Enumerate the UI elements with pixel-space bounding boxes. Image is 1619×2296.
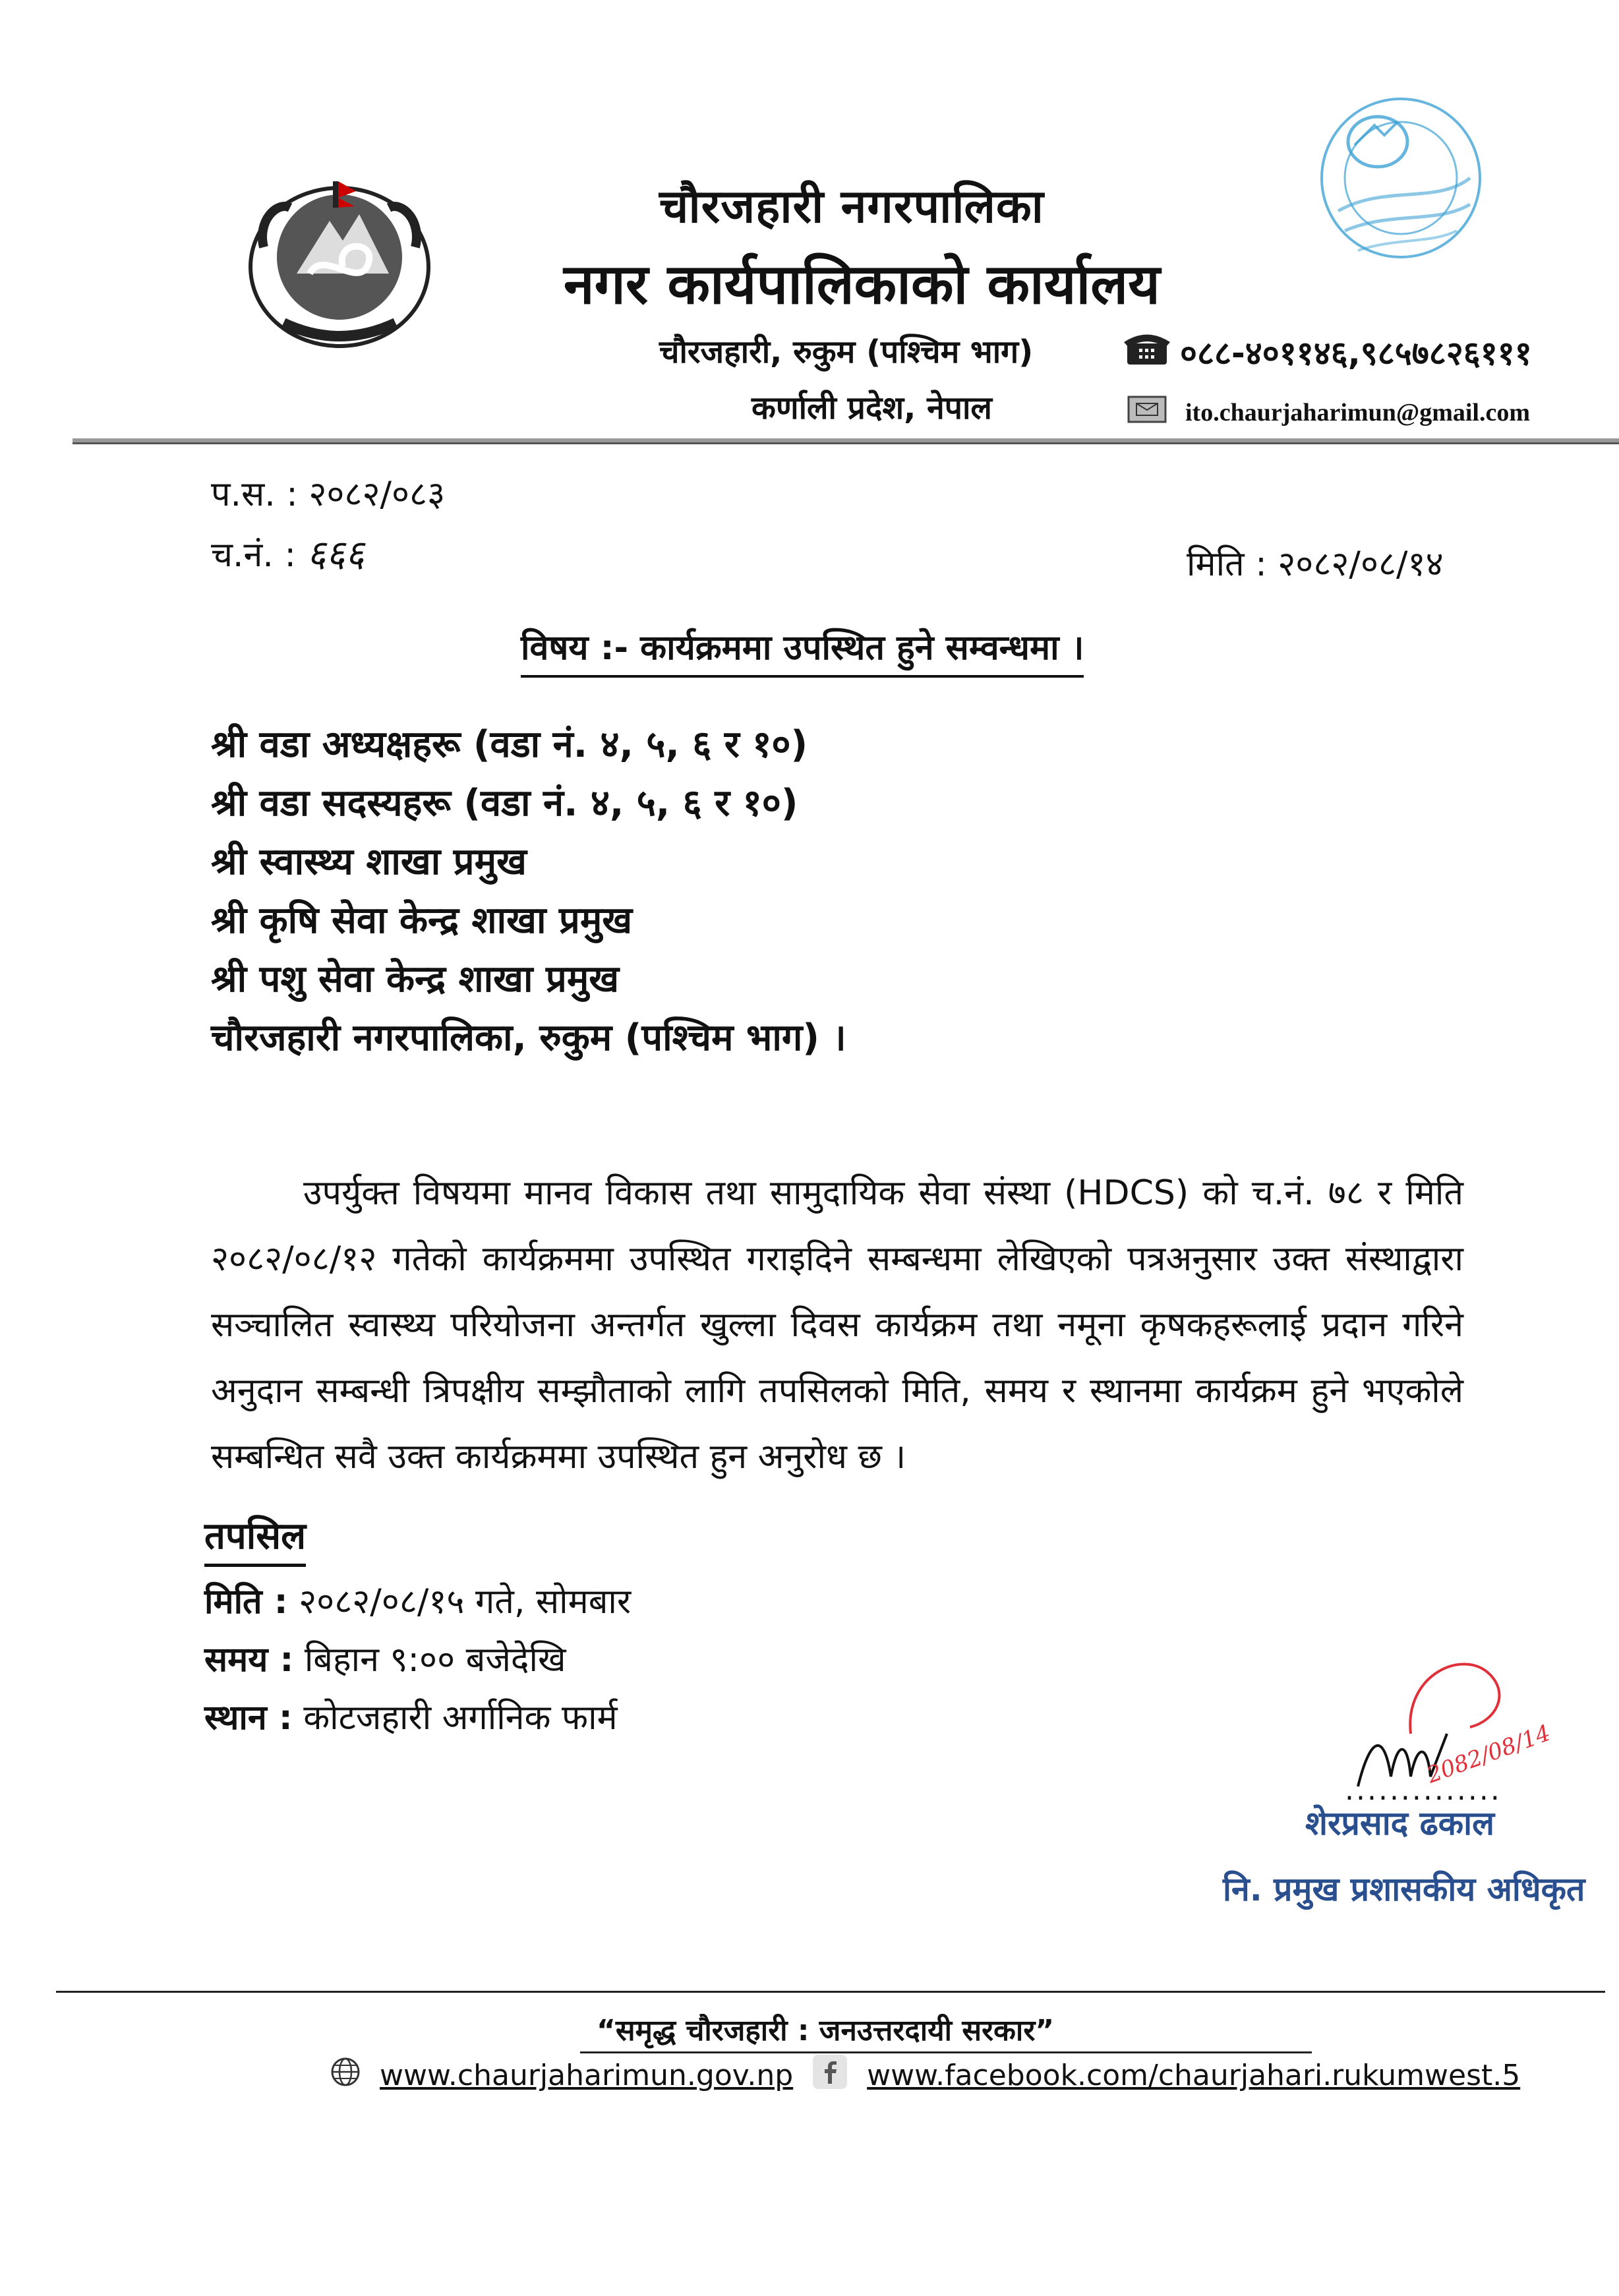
phone-contact — [1121, 330, 1532, 374]
cn-label: च.नं. : — [211, 535, 296, 575]
tapsil-place-label: स्थान : — [204, 1698, 293, 1738]
tapsil-date — [204, 1577, 631, 1624]
addressee-item: श्री वडा सदस्यहरू (वडा नं. ४, ५, ६ र १०) — [211, 782, 798, 825]
tapsil-date-value: २०८२/०८/१५ गते, सोमबार — [299, 1582, 632, 1622]
date-value: २०८२/०८/१४ — [1278, 545, 1444, 584]
office-name: नगर कार्यपालिकाको कार्यालय — [564, 252, 1160, 316]
footer-links — [330, 2053, 1520, 2098]
svg-text:2082/08/14: 2082/08/14 — [1423, 1719, 1554, 1789]
globe-icon — [330, 2056, 361, 2095]
ps-value: २०८२/०८३ — [309, 475, 446, 514]
signer-name: शेरप्रसाद ढकाल — [1305, 1804, 1495, 1842]
ps-label: प.स. : — [211, 475, 298, 514]
tapsil-place — [204, 1693, 618, 1740]
email-address: ito.chaurjaharimun@gmail.com — [1185, 399, 1530, 427]
footer-divider — [56, 1991, 1605, 1993]
addressee-item: श्री पशु सेवा केन्द्र शाखा प्रमुख — [211, 958, 620, 1001]
org-name: चौरजहारी नगरपालिका — [659, 179, 1044, 233]
addressee-item: श्री स्वास्थ्य शाखा प्रमुख — [211, 840, 527, 883]
cn-value: ६६६ — [307, 533, 365, 575]
address-line-1: चौरजहारी, रुकुम (पश्चिम भाग) — [659, 334, 1034, 370]
header-divider — [73, 438, 1619, 444]
ps-number — [211, 469, 445, 516]
addressee-item: चौरजहारी नगरपालिका, रुकुम (पश्चिम भाग) । — [211, 1016, 846, 1059]
envelope-icon — [1127, 396, 1167, 430]
subject-line: विषय :- कार्यक्रममा उपस्थित हुने सम्वन्धमा । — [521, 623, 1084, 678]
tapsil-place-value: कोटजहारी अर्गानिक फार्म — [303, 1698, 618, 1738]
tapsil-heading: तपसिल — [204, 1510, 306, 1567]
office-stamp — [1292, 79, 1510, 297]
signature-dots: .............. — [1345, 1773, 1502, 1807]
tapsil-date-label: मिति : — [204, 1582, 288, 1622]
addressee-item: श्री कृषि सेवा केन्द्र शाखा प्रमुख — [211, 899, 633, 942]
phone-number: ०८८-४०११४६,९८५७८२६१११ — [1180, 334, 1532, 372]
facebook-link[interactable]: www.facebook.com/chaurjahari.rukumwest.5 — [867, 2059, 1521, 2092]
nepal-emblem — [237, 168, 442, 359]
addressee-item: श्री वडा अध्यक्षहरू (वडा नं. ४, ५, ६ र १०) — [211, 723, 808, 766]
letter-date — [1187, 539, 1444, 586]
tapsil-time — [204, 1635, 566, 1682]
telephone-icon — [1121, 330, 1173, 374]
website-link[interactable]: www.chaurjaharimun.gov.np — [380, 2059, 794, 2092]
facebook-icon — [811, 2053, 848, 2098]
tapsil-time-value: बिहान ९:०० बजेदेखि — [304, 1640, 566, 1680]
addressee-list — [211, 715, 846, 1067]
body-paragraph: उपर्युक्त विषयमा मानव विकास तथा सामुदायिक सेवा संस्था (HDCS) को च.नं. ७८ र मिति २०८२/०८/१२ गतेको कार्यक्रममा उपस्थित गराइदिने सम्बन्धमा लेखिएको पत्रअनुसार उक्त संस्थाद्वारा सञ्चालित स्वास्थ्य परियोजना अन्तर्गत खुल्ला दिवस कार्यक्रम तथा नमूना कृषकहरूलाई प्रदान गरिने अनुदान सम्बन्धी त्रिपक्षीय सम्झौताको लागि तपसिलको मिति, समय र स्थानमा कार्यक्रम हुने भएकोले सम्बन्धित सवै उक्त कार्यक्रममा उपस्थित हुन अनुरोध छ । — [211, 1173, 1463, 1477]
signer-title: नि. प्रमुख प्रशासकीय अधिकृत — [1223, 1870, 1585, 1908]
tapsil-time-label: समय : — [204, 1640, 294, 1680]
date-label: मिति : — [1187, 545, 1267, 584]
address-line-2: कर्णाली प्रदेश, नेपाल — [751, 390, 992, 427]
footer-motto: “समृद्ध चौरजहारी : जनउत्तरदायी सरकार” — [597, 2014, 1055, 2047]
email-contact — [1127, 396, 1530, 430]
chalani-number — [211, 527, 365, 577]
